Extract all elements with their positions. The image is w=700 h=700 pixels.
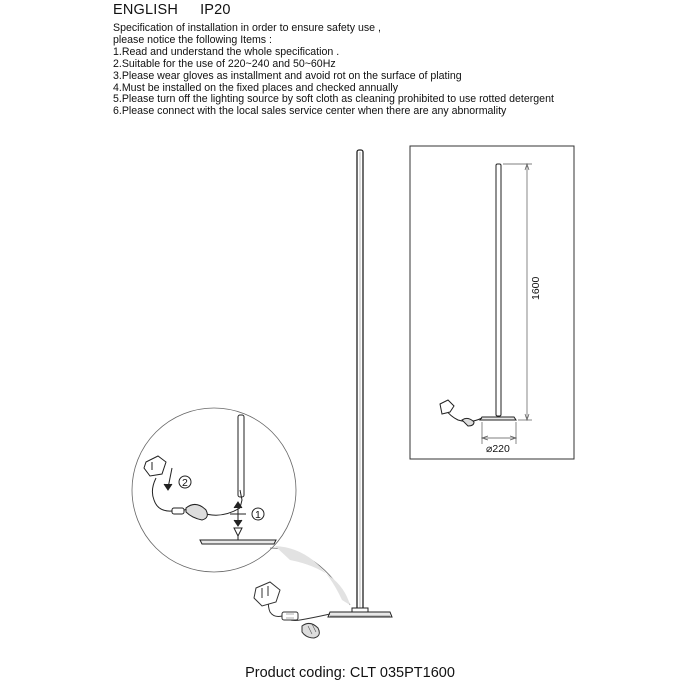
power-cable-with-plug [254,582,330,638]
dimension-diagram [410,146,574,459]
spec-item-2: 2.Suitable for the use of 220~240 and 50~60Hz [113,57,336,70]
foot-switch-icon [302,623,319,638]
floor-lamp-main [328,150,392,617]
detail-magnifier [132,408,350,605]
spec-item-6: 6.Please connect with the local sales service center when there are any abnormality [113,105,507,118]
spec-item-1: 1.Read and understand the whole specification . [113,45,340,58]
height-dimension: 1600 [530,276,542,300]
ip-rating: IP20 [200,2,231,18]
spec-item-5: 5.Please turn off the lighting source by soft cloth as cleaning prohibited to use rotted detergent [113,93,554,106]
spec-intro-line-1: Specification of installation in order to ensure safety use , [113,22,381,34]
wall-plug-icon [254,582,280,606]
spec-intro-line-2: please notice the following Items : [113,33,272,46]
language-label: ENGLISH [113,2,179,18]
step-1-number: 1 [255,509,261,521]
spec-item-3: 3.Please wear gloves as installment and avoid rot on the surface of plating [113,69,462,82]
product-coding: Product coding: CLT 035PT1600 [245,665,455,681]
base-diameter: ⌀220 [486,443,510,455]
spec-item-4: 4.Must be installed on the fixed places and checked annually [113,81,399,94]
step-2-number: 2 [182,477,188,489]
